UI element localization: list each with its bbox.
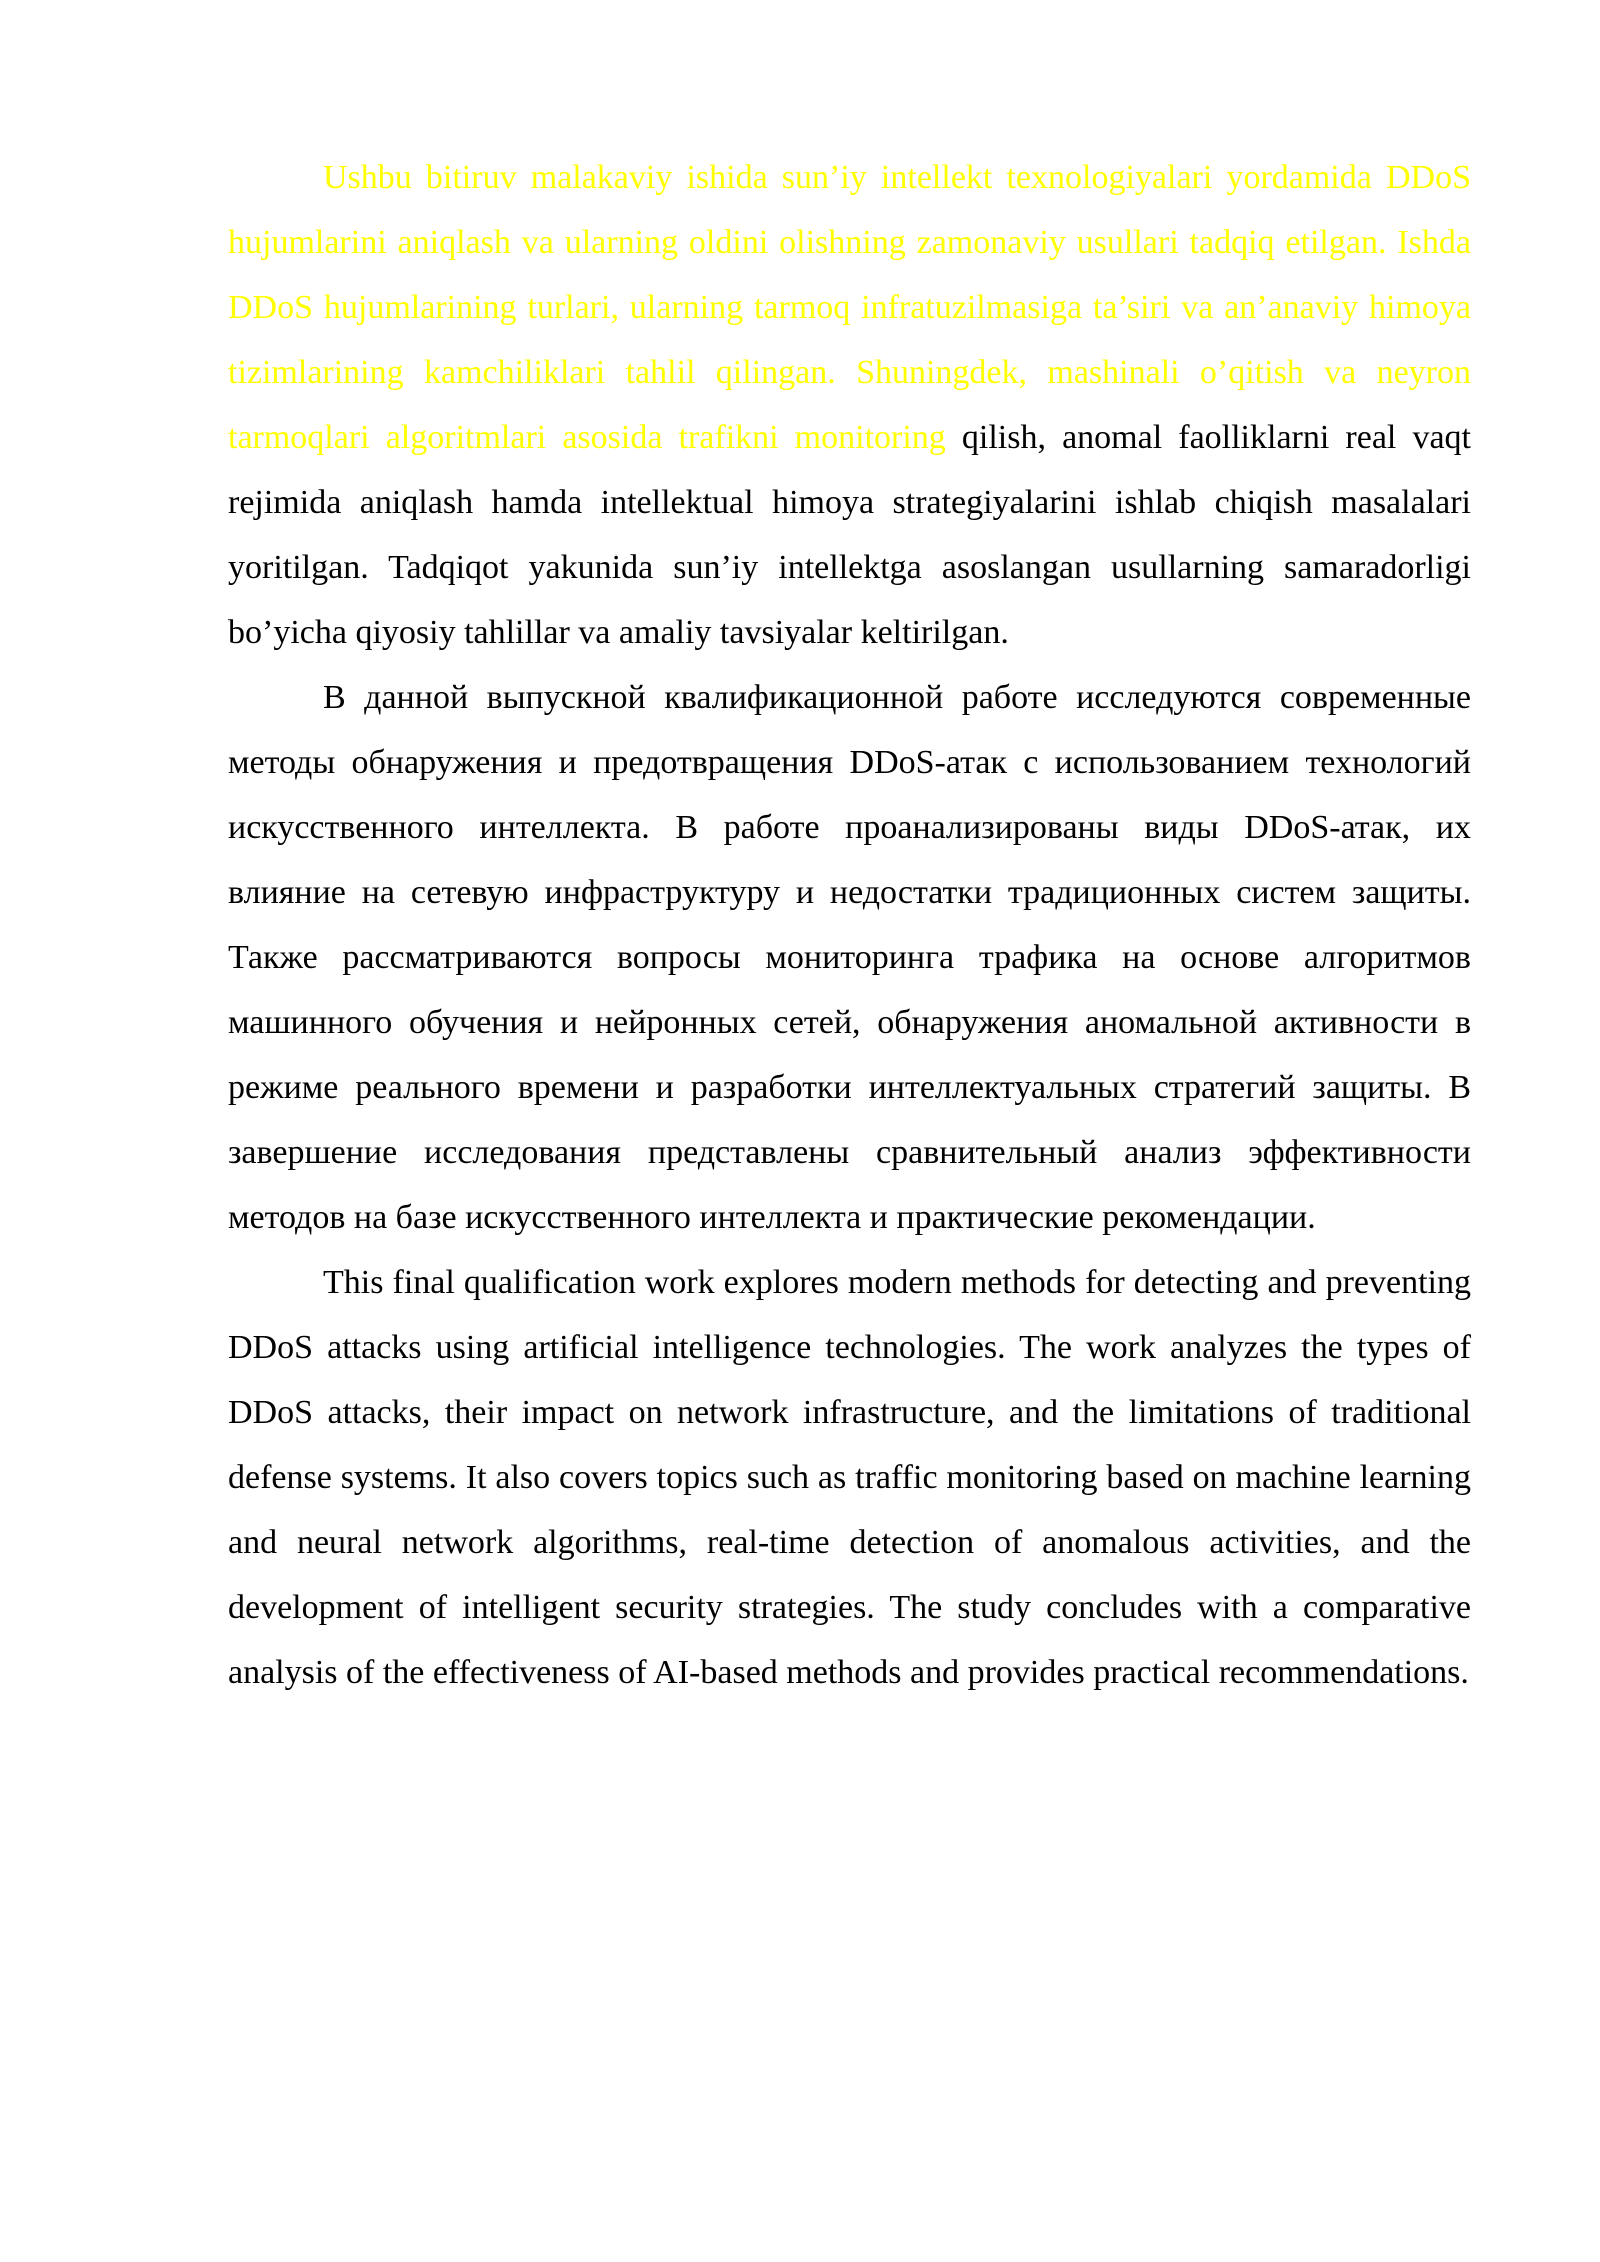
body-text-uzbek: qilish, anomal faolliklarni real vaqt rejimida aniqlash hamda intellektual himoya strategiyalarini ishlab chiqish masalalari yoritilgan. Tadqiqot yakunida sun’iy intellektga asoslangan usullarning samaradorligi bo’yicha qiyosiy tahlillar va amaliy tavsiyalar keltirilgan. [228, 419, 1471, 651]
abstract-paragraph-uzbek [228, 145, 1471, 665]
highlighted-text-uzbek: Ushbu bitiruv malakaviy ishida sun’iy intellekt texnologiyalari yordamida DDoS hujumlarini aniqlash va ularning oldini olishning zamonaviy usullari tadqiq etilgan. Ishda DDoS hujumlarining turlari, ularning tarmoq infratuzilmasiga ta’siri va an’anaviy himoya tizimlarining kamchiliklari tahlil qilingan. Shuningdek, mashinali o’qitish va neyron tarmoqlari algoritmlari asosida trafikni monitoring [228, 159, 1471, 456]
abstract-body [228, 145, 1471, 1705]
abstract-paragraph-russian: В данной выпускной квалификационной работе исследуются современные методы обнаружения и предотвращения DDoS-атак с использованием технологий искусственного интеллекта. В работе проанализированы виды DDoS-атак, их влияние на сетевую инфраструктуру и недостатки традиционных систем защиты. Также рассматриваются вопросы мониторинга трафика на основе алгоритмов машинного обучения и нейронных сетей, обнаружения аномальной активности в режиме реального времени и разработки интеллектуальных стратегий защиты. В завершение исследования представлены сравнительный анализ эффективности методов на базе искусственного интеллекта и практические рекомендации. [228, 679, 1471, 1236]
abstract-paragraph-english: This final qualification work explores modern methods for detecting and preventing DDoS attacks using artificial intelligence technologies. The work analyzes the types of DDoS attacks, their impact on network infrastructure, and the limitations of traditional defense systems. It also covers topics such as traffic monitoring based on machine learning and neural network algorithms, real-time detection of anomalous activities, and the development of intelligent security strategies. The study concludes with a comparative analysis of the effectiveness of AI-based methods and provides practical recommendations. [228, 1264, 1471, 1691]
